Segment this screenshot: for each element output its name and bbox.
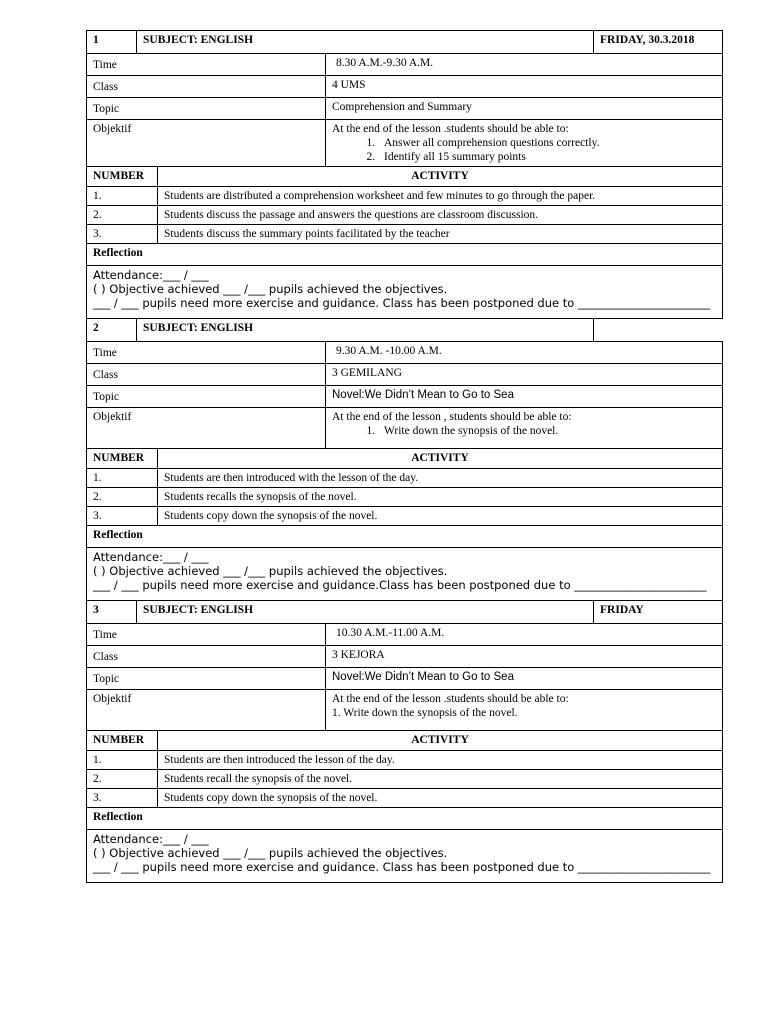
activity-text: Students recall the synopsis of the novel. [158,770,723,789]
objective-achieved-line: ( ) Objective achieved ___ /___ pupils achieved the objectives. [93,846,448,860]
activity-number: 2. [87,488,158,507]
class-value: 3 GEMILANG [326,364,723,386]
topic-label: Topic [87,386,326,408]
time-value: 9.30 A.M. -10.00 A.M. [326,342,723,364]
attendance-line: Attendance:___ / ___ [93,268,209,282]
objective-item: 2. Identify all 15 summary points [378,150,716,164]
attendance-block [87,830,723,883]
number-header: NUMBER [87,449,158,469]
objective-cell [326,408,723,449]
lesson-date [594,319,723,342]
time-label: Time [87,342,326,364]
class-value: 3 KEJORA [326,646,723,668]
lesson-table-3 [86,600,723,883]
number-header: NUMBER [87,167,158,187]
lesson-number: 1 [87,31,137,54]
objective-item: 1. Answer all comprehension questions correctly. [378,136,716,150]
attendance-line: Attendance:___ / ___ [93,550,209,564]
activity-number: 2. [87,206,158,225]
objective-cell [326,120,723,167]
objective-list [332,424,716,438]
activity-number: 3. [87,789,158,808]
objective-label: Objektif [87,120,326,167]
attendance-line: Attendance:___ / ___ [93,832,209,846]
activity-text: Students copy down the synopsis of the novel. [158,789,723,808]
activity-number: 3. [87,507,158,526]
objective-achieved-line: ( ) Objective achieved ___ /___ pupils achieved the objectives. [93,564,448,578]
lesson-plan-page [86,30,722,883]
activity-text: Students are then introduced the lesson of the day. [158,751,723,770]
subject-label: SUBJECT: ENGLISH [137,601,594,624]
class-label: Class [87,76,326,98]
lesson-number: 3 [87,601,137,624]
activity-number: 1. [87,469,158,488]
attendance-block [87,548,723,601]
time-label: Time [87,54,326,76]
time-value: 8.30 A.M.-9.30 A.M. [326,54,723,76]
class-label: Class [87,646,326,668]
topic-value: Novel:We Didn’t Mean to Go to Sea [326,386,723,408]
objective-list [332,136,716,164]
topic-value: Comprehension and Summary [326,98,723,120]
objective-cell [326,690,723,731]
topic-label: Topic [87,668,326,690]
objective-label: Objektif [87,408,326,449]
activity-number: 1. [87,751,158,770]
activity-number: 1. [87,187,158,206]
objective-achieved-line: ( ) Objective achieved ___ /___ pupils achieved the objectives. [93,282,448,296]
activity-number: 2. [87,770,158,789]
topic-label: Topic [87,98,326,120]
lesson-header [87,31,723,54]
lesson-date: FRIDAY [594,601,723,624]
activity-text: Students are then introduced with the lesson of the day. [158,469,723,488]
lesson-number: 2 [87,319,137,342]
objective-item: 1. Write down the synopsis of the novel. [378,424,716,438]
subject-label: SUBJECT: ENGLISH [137,319,594,342]
activity-text: Students discuss the summary points facilitated by the teacher [158,225,723,244]
objective-label: Objektif [87,690,326,731]
lesson-header [87,601,723,624]
activity-text: Students recalls the synopsis of the novel. [158,488,723,507]
subject-label: SUBJECT: ENGLISH [137,31,594,54]
objective-intro: At the end of the lesson .students should be able to: [332,123,569,135]
topic-value: Novel:We Didn’t Mean to Go to Sea [326,668,723,690]
activity-number: 3. [87,225,158,244]
objective-intro: At the end of the lesson .students should be able to: [332,693,569,705]
objective-item: 1. Write down the synopsis of the novel. [332,707,518,719]
time-value: 10.30 A.M.-11.00 A.M. [326,624,723,646]
reflection-label: Reflection [87,526,723,548]
attendance-block [87,266,723,319]
lesson-table-2 [86,318,723,601]
activity-header: ACTIVITY [158,449,723,469]
activity-text: Students copy down the synopsis of the novel. [158,507,723,526]
reflection-label: Reflection [87,808,723,830]
activity-header: ACTIVITY [158,167,723,187]
postponed-line: ___ / ___ pupils need more exercise and guidance.Class has been postponed due to _______________________ [93,578,707,592]
postponed-line: ___ / ___ pupils need more exercise and guidance. Class has been postponed due to _______________________ [93,860,711,874]
class-label: Class [87,364,326,386]
lesson-table-1 [86,30,723,319]
class-value: 4 UMS [326,76,723,98]
lesson-header [87,319,723,342]
lesson-date: FRIDAY, 30.3.2018 [594,31,723,54]
number-header: NUMBER [87,731,158,751]
objective-intro: At the end of the lesson , students should be able to: [332,411,572,423]
activity-text: Students are distributed a comprehension worksheet and few minutes to go through the paper. [158,187,723,206]
postponed-line: ___ / ___ pupils need more exercise and guidance. Class has been postponed due to _______________________ [93,296,711,310]
activity-text: Students discuss the passage and answers the questions are classroom discussion. [158,206,723,225]
activity-header: ACTIVITY [158,731,723,751]
time-label: Time [87,624,326,646]
reflection-label: Reflection [87,244,723,266]
